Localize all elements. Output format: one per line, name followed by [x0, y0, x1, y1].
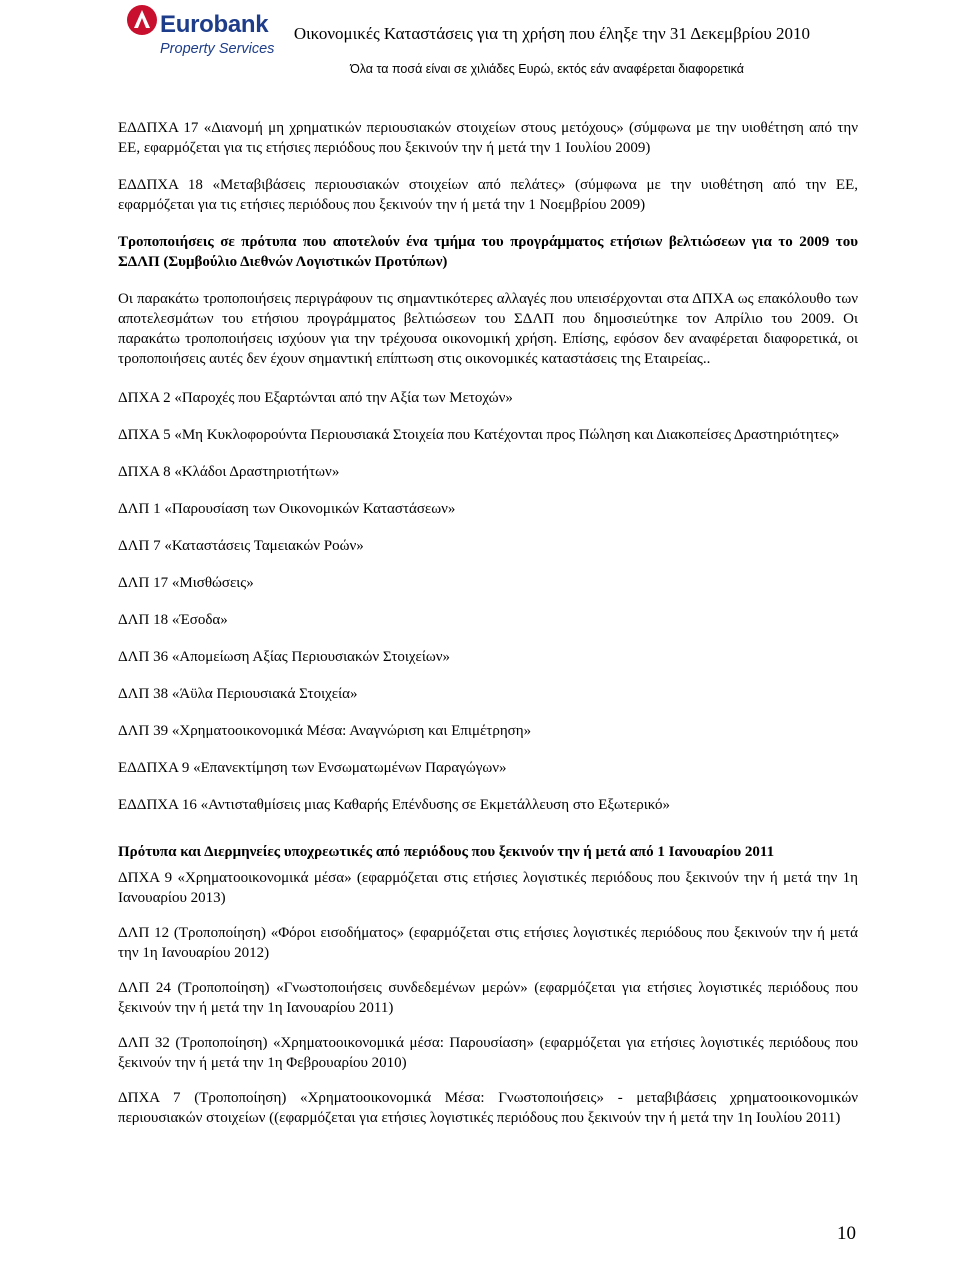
item-ias-24: ΔΛΠ 24 (Τροποποίηση) «Γνωστοποιήσεις συνδεδεμένων μερών» (εφαρμόζεται για ετήσιες λογιστικές περιόδους που ξεκινούν την ή μετά την 1η Ιανουαρίου 2011) — [118, 980, 858, 1016]
item-ifrs-9: ΔΠΧΑ 9 «Χρηματοοικονομικά μέσα» (εφαρμόζεται στις ετήσιες λογιστικές περιόδους που ξεκινούν την ή μετά την 1η Ιανουαρίου 2013) — [118, 870, 858, 906]
item-ifrs-7: ΔΠΧΑ 7 (Τροποποίηση) «Χρηματοοικονομικά Μέσα: Γνωστοποιήσεις» - μεταβιβάσεις χρηματοοικονομικών περιουσιακών στοιχείων ((εφαρμόζεται για ετήσιες λογιστικές περιόδους που ξεκινούν την ή μετά την 1η Ιουλίου 2011) — [118, 1090, 858, 1126]
item-ias-18: ΔΛΠ 18 «Έσοδα» — [118, 612, 228, 628]
item-ias-12: ΔΛΠ 12 (Τροποποίηση) «Φόροι εισοδήματος» (εφαρμόζεται στις ετήσιες λογιστικές περιόδους που ξεκινούν την ή μετά την 1η Ιανουαρίου 2012) — [118, 925, 858, 961]
item-ias-7: ΔΛΠ 7 «Καταστάσεις Ταμειακών Ροών» — [118, 538, 364, 554]
item-ias-39: ΔΛΠ 39 «Χρηματοοικονομικά Μέσα: Αναγνώριση και Επιμέτρηση» — [118, 723, 532, 739]
report-subtitle: Όλα τα ποσά είναι σε χιλιάδες Ευρώ, εκτός εάν αναφέρεται διαφορετικά — [350, 62, 744, 76]
item-ias-36: ΔΛΠ 36 «Απομείωση Αξίας Περιουσιακών Στοιχείων» — [118, 649, 451, 665]
eurobank-logo — [126, 2, 286, 62]
report-title: Οικονομικές Καταστάσεις για τη χρήση που έληξε την 31 Δεκεμβρίου 2010 — [293, 24, 810, 43]
item-ias-32: ΔΛΠ 32 (Τροποποίηση) «Χρηματοοικονομικά μέσα: Παρουσίαση» (εφαρμόζεται για ετήσιες λογιστικές περιόδους που ξεκινούν την ή μετά την 1η Φεβρουαρίου 2010) — [118, 1035, 858, 1071]
paragraph-ifric-18: ΕΔΔΠΧΑ 18 «Μεταβιβάσεις περιουσιακών στοιχείων από πελάτες» (σύμφωνα με την υιοθέτηση από την ΕΕ, εφαρμόζεται για τις ετήσιες περιόδους που ξεκινούν την ή μετά την 1 Νοεμβρίου 2009) — [118, 177, 858, 213]
item-ifrs-8: ΔΠΧΑ 8 «Κλάδοι Δραστηριοτήτων» — [118, 464, 340, 480]
item-ifrs-2: ΔΠΧΑ 2 «Παροχές που Εξαρτώνται από την Αξία των Μετοχών» — [118, 390, 513, 406]
paragraph-ifric-17: ΕΔΔΠΧΑ 17 «Διανομή μη χρηματικών περιουσιακών στοιχείων στους μετόχους» (σύμφωνα με την υιοθέτηση από την ΕΕ, εφαρμόζεται για τις ετήσιες περιόδους που ξεκινούν την ή μετά την 1 Ιουλίου 2009) — [118, 120, 858, 156]
logo-subtitle: Property Services — [160, 41, 275, 57]
item-ifric-16: ΕΔΔΠΧΑ 16 «Αντισταθμίσεις μιας Καθαρής Επένδυσης σε Εκμετάλλευση στο Εξωτερικό» — [118, 797, 670, 813]
page-header — [0, 0, 960, 95]
logo-name: Eurobank — [160, 11, 269, 38]
item-ifric-9: ΕΔΔΠΧΑ 9 «Επανεκτίμηση των Ενσωματωμένων Παραγώγων» — [118, 760, 507, 776]
item-ias-38: ΔΛΠ 38 «Άϋλα Περιουσιακά Στοιχεία» — [118, 686, 358, 702]
document-body — [118, 118, 858, 1128]
item-ifrs-5: ΔΠΧΑ 5 «Μη Κυκλοφορούντα Περιουσιακά Στοιχεία που Κατέχονται προς Πώληση και Διακοπείσες Δραστηριότητες» — [118, 427, 840, 443]
eurobank-emblem-icon — [126, 2, 160, 42]
page-number: 10 — [837, 1223, 856, 1244]
heading-standards-2011: Πρότυπα και Διερμηνείες υποχρεωτικές από περιόδους που ξεκινούν την ή μετά από 1 Ιανουαρίου 2011 — [118, 844, 775, 860]
heading-annual-improvements: Τροποποιήσεις σε πρότυπα που αποτελούν ένα τμήμα του προγράμματος ετήσιων βελτιώσεων για το 2009 του ΣΔΛΠ (Συμβούλιο Διεθνών Λογιστικών Προτύπων) — [118, 234, 858, 270]
item-ias-17: ΔΛΠ 17 «Μισθώσεις» — [118, 575, 254, 591]
paragraph-improvements-intro: Οι παρακάτω τροποποιήσεις περιγράφουν τις σημαντικότερες αλλαγές που υπεισέρχονται στα ΔΠΧΑ ως επακόλουθο των αποτελεσμάτων του ετήσιου προγράμματος βελτιώσεων του ΣΔΛΠ που δημοσιεύτηκε τον Απρίλιο του 2009. Οι παρακάτω τροποποιήσεις ισχύουν για την τρέχουσα οικονομική χρήση. Επίσης, εφόσον δεν αναφέρεται διαφορετικά, οι τροποποιήσεις αυτές δεν έχουν σημαντική επίπτωση στις οικονομικές καταστάσεις της Εταιρείας.. — [118, 291, 858, 367]
item-ias-1: ΔΛΠ 1 «Παρουσίαση των Οικονομικών Καταστάσεων» — [118, 501, 456, 517]
